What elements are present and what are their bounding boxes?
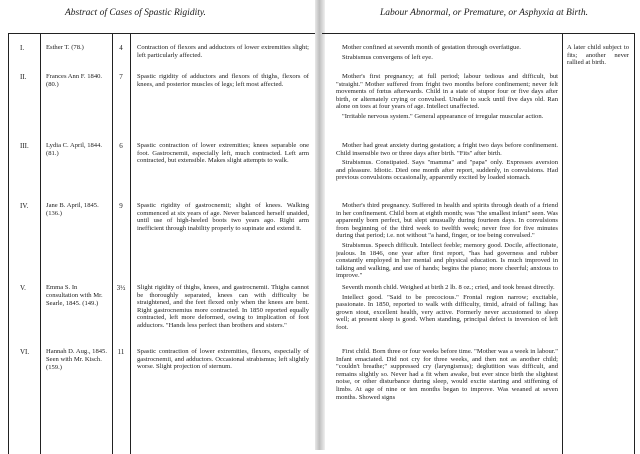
left-running-head: Abstract of Cases of Spastic Rigidity.	[65, 8, 206, 18]
history-paragraph: Mother had great anxiety during gestation; a fright two days before confinement. Child insensible two or three days after birth. "Fits" after birth.	[336, 142, 558, 157]
case-history	[336, 284, 558, 346]
case-age: 7	[119, 73, 123, 81]
column-rule	[40, 34, 41, 454]
history-paragraph: First child. Born three or four weeks before time. "Mother was a week in labour." Infant emaciated. Did not cry for three weeks, and then not as another child; "couldn't breathe;" suppressed cry (laryngismus); deglutition was difficult, and remains slightly so. Never had a fit when awake, but ever since birth the slightest noise, or other disturbance during sleep, would excite starting and stiffening of limbs. At age of nine or ten months began to improve. Was weaned at seven months. Showed signs	[336, 348, 558, 401]
right-page	[322, 0, 640, 450]
history-paragraph: Mother's third pregnancy. Suffered in health and spirits through death of a friend in her confinement. Child born at eighth month; was "the smallest infant" seen. Was apparently born perfect, but slept unusually during fourteen days. In convulsions from beginning of the third week to twelfth week; never free for five minutes during that period; i.e. not without "a hand, finger, or toe being convulsed."	[336, 202, 558, 240]
case-numeral: II.	[20, 73, 27, 81]
history-paragraph: Mother's first pregnancy; at full period; labour tedious and difficult, but "straight." Mother suffered from fright two months before confinement; never felt movements of fœtus afterwards. Child in a state of stupor four or five days after birth, or alternately crying or convulsed. Unable to suck until five days old. Ran alone on toes at four years of age. Intellect unaffected.	[336, 73, 558, 111]
case-patient: Hannah D. Aug., 1845. Seen with Mr. Kisch. (159.)	[46, 348, 107, 371]
case-description: Spastic contraction of lower extremities; knees separable one foot. Gastrocnemii, especially left, much contracted. Left arm contracted, but extensible. Makes slight attempts to walk.	[137, 142, 309, 165]
case-numeral: IV.	[20, 202, 29, 210]
history-paragraph: Strabismus. Speech difficult. Intellect feeble; memory good. Docile, affectionate, jealous. In 1846, one year after first report, "has had governess and rubber constantly employed in her mental and physical education. Is much improved in talking and walking, and use of hands; begins the piano; more cheerful; anxious to improve."	[336, 241, 558, 280]
case-history	[336, 142, 558, 200]
case-age: 9	[119, 202, 123, 210]
left-page	[0, 0, 318, 450]
case-age: 4	[119, 44, 123, 52]
case-description: Spastic contraction of lower extremities, flexors, especially of gastrocnemii, and adductors. Occasional strabismus; left slightly worse. Slight projection of sternum.	[137, 348, 309, 371]
history-paragraph: Strabismus. Constipated. Says "mamma" and "papa" only. Expresses aversion and pleasure. Idiotic. Died one month after report, suddenly, in convulsions. Had previous convulsions occasionally, apparently excited by loaded stomach.	[336, 159, 558, 182]
history-paragraph: Mother confined at seventh month of gestation through overfatigue.	[342, 44, 521, 51]
case-history	[336, 348, 558, 416]
case-numeral: III.	[20, 142, 29, 150]
case-patient: Frances Ann F. 1840. (80.)	[46, 73, 103, 88]
case-history	[336, 44, 558, 68]
case-description: Slight rigidity of thighs, knees, and gastrocnemii. Thighs cannot be thoroughly separated, knees can with difficulty be straightened, and the feet flexed only when the knees are bent. Right gastrocnemius more contracted. In 1850 reported equally contracted, left more deformed, owing to implication of foot adductors. "Hands less perfect than brothers and sisters."	[137, 284, 309, 329]
case-numeral: V.	[20, 284, 26, 292]
history-paragraph: Intellect good. "Said to be precocious." Frontal region narrow; excitable, passionate. In 1850, reported to walk with difficulty, timid, afraid of falling; has grown stout, excellent health, very active. Formerly never accustomed to sleep well; at present sleep is good. When standing, principal defect is inversion of left foot.	[336, 293, 558, 331]
case-patient: Jane B. April, 1845. (136.)	[46, 202, 99, 217]
column-rule	[130, 34, 131, 454]
history-paragraph: Seventh month child. Weighed at birth 2 lb. 8 oz.; cried, and took breast directly.	[342, 284, 555, 291]
case-age: 6	[119, 142, 123, 150]
case-patient: Emma S. In consultation with Mr. Searle, 1845. (149.)	[46, 284, 103, 307]
case-description: Spastic rigidity of gastrocnemii; slight of knees. Walking commenced at six years of age. Never balanced herself unaided, until use of high-heeled boots two years ago. Right arm inefficient through inability properly to supinate and extend it.	[137, 202, 309, 232]
case-patient: Esther T. (78.)	[46, 44, 84, 51]
case-description: Spastic rigidity of adductors and flexors of thighs, flexors of knees, and posterior muscles of legs; left most affected.	[137, 73, 309, 88]
case-description: Contraction of flexors and adductors of lower extremities slight; left particularly affected.	[137, 44, 309, 59]
right-running-head: Labour Abnormal, or Premature, or Asphyxia at Birth.	[380, 8, 588, 18]
case-numeral: VI.	[20, 348, 30, 356]
case-age: 11	[117, 348, 125, 356]
case-history	[336, 73, 558, 141]
history-paragraph: Strabismus convergens of left eye.	[342, 53, 433, 61]
history-paragraph: "Irritable nervous system." General appearance of irregular muscular action.	[342, 112, 544, 120]
column-rule	[112, 34, 113, 454]
left-table-frame	[8, 33, 316, 454]
case-patient: Lydia C. April, 1844. (81.)	[46, 142, 103, 157]
column-rule	[562, 34, 563, 454]
case-history	[336, 202, 558, 282]
case-numeral: I.	[20, 44, 25, 52]
side-note: A later child subject to fits; another never rallied at birth.	[567, 44, 629, 67]
right-table-frame	[322, 33, 635, 454]
case-age: 3½	[116, 284, 126, 292]
